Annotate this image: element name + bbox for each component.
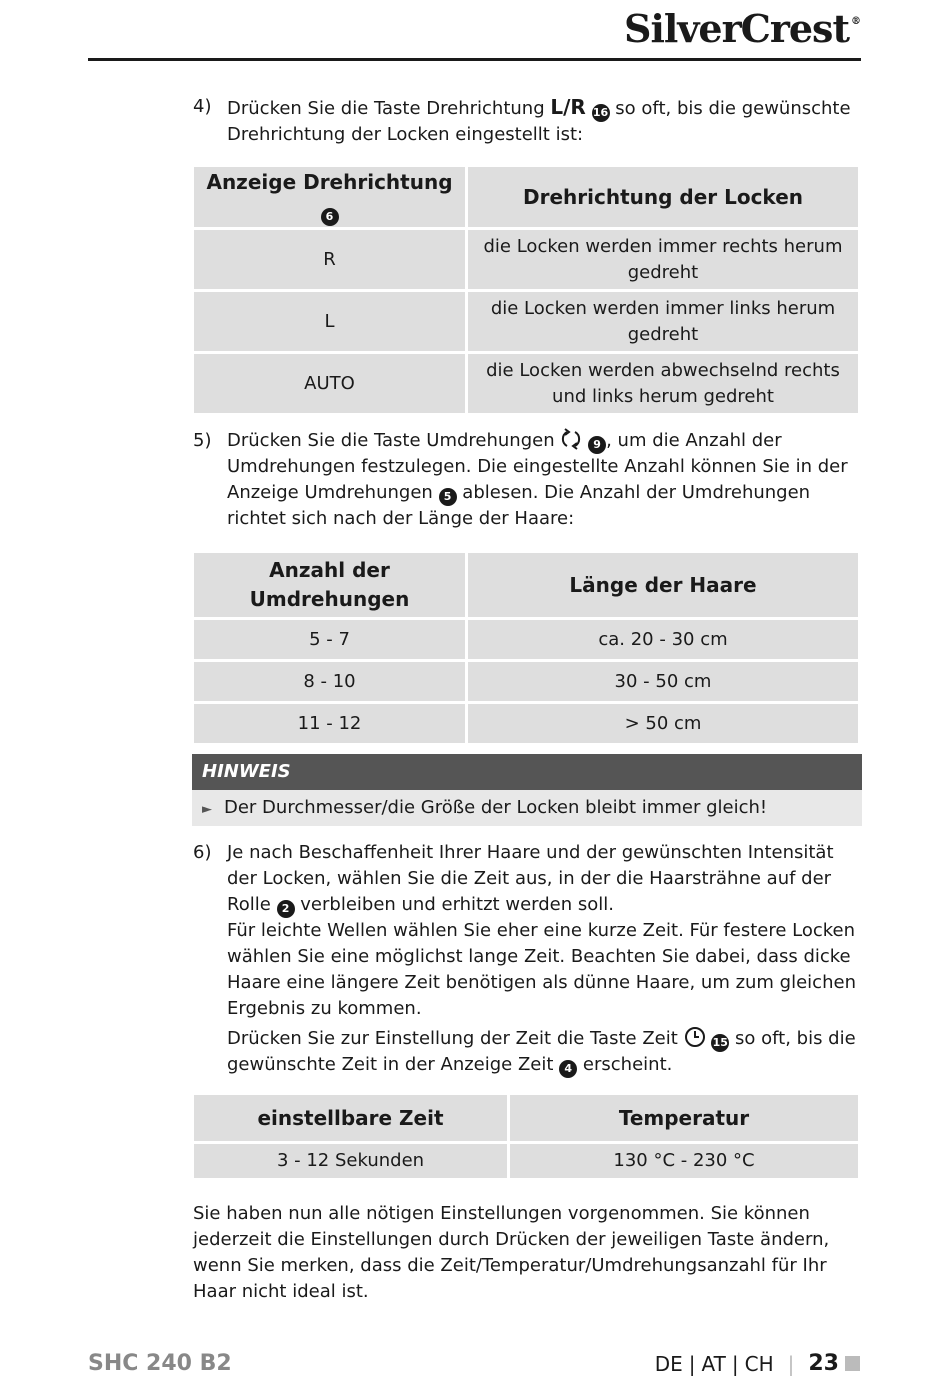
step-6-text: Drücken Sie zur Einstellung der Zeit die Taste Zeit — [227, 1028, 678, 1049]
step-5 — [193, 428, 861, 532]
table-cell: die Locken werden immer rechts herum gedreht — [468, 230, 858, 289]
ref-number-icon: 2 — [277, 900, 295, 918]
registered-mark: ® — [851, 16, 860, 27]
page-marker — [845, 1356, 860, 1371]
step-6-text: so oft, bis die gewünschte Zeit in der Anzeige Zeit — [227, 1028, 856, 1075]
table-cell: 130 °C - 230 °C — [510, 1144, 858, 1178]
ref-number-icon: 9 — [588, 436, 606, 454]
step-4-text — [227, 94, 861, 148]
table-row — [194, 1144, 858, 1178]
table-row — [194, 704, 858, 743]
step-6-paragraph-1 — [227, 840, 861, 918]
locale-at: AT — [701, 1351, 726, 1376]
ref-number-icon: 5 — [439, 488, 457, 506]
page-number: 23 — [808, 1351, 839, 1376]
hint-box — [192, 754, 862, 826]
clock-icon — [684, 1026, 706, 1048]
bullet-arrow-icon: ► — [202, 802, 212, 817]
step-4 — [193, 94, 861, 148]
step-5-mid: , um die Anzahl der Umdrehungen festzulegen. Die eingestellte Anzahl können Sie in der Anzeige Umdrehungen — [227, 430, 848, 503]
table-row — [194, 620, 858, 659]
footer-locale-page — [655, 1351, 860, 1376]
separator: | — [731, 1351, 739, 1376]
table-cell: die Locken werden abwechselnd rechts und links herum gedreht — [468, 354, 858, 413]
table-cell: R — [194, 230, 465, 289]
brand-logo — [624, 6, 860, 51]
step-5-post: ablesen. Die Anzahl der Umdrehungen richtet sich nach der Länge der Haare: — [227, 482, 811, 529]
ref-number-icon: 4 — [559, 1060, 577, 1078]
rotations-table — [191, 550, 861, 746]
hint-title: HINWEIS — [192, 754, 862, 790]
step-number: 6) — [193, 842, 212, 863]
table-row — [194, 662, 858, 701]
table-header-cell: Anzahl der Umdrehungen — [194, 553, 465, 617]
table-cell: 8 - 10 — [194, 662, 465, 701]
table-header-row — [194, 167, 858, 227]
step-6-paragraph-2: Für leichte Wellen wählen Sie eher eine kurze Zeit. Für festere Locken wählen Sie eine möglichst lange Zeit. Beachten Sie dabei, dass dicke Haare eine längere Zeit benötigen als dünne Haare, um zum gleichen Ergebnis zu kommen. — [227, 920, 856, 1019]
table-cell: AUTO — [194, 354, 465, 413]
table-header-cell: einstellbare Zeit — [194, 1095, 507, 1141]
step-5-pre: Drücken Sie die Taste Umdrehungen — [227, 430, 555, 451]
table-cell: 11 - 12 — [194, 704, 465, 743]
table-header-cell — [194, 167, 465, 227]
table-cell: > 50 cm — [468, 704, 858, 743]
step-6-text: erscheint. — [582, 1054, 673, 1075]
page-content — [193, 94, 861, 1305]
table-header-cell: Drehrichtung der Locken — [468, 167, 858, 227]
table-cell: 3 - 12 Sekunden — [194, 1144, 507, 1178]
separator: | — [688, 1351, 696, 1376]
step-4-pre: Drücken Sie die Taste Drehrichtung — [227, 98, 545, 119]
locale-ch: CH — [744, 1351, 774, 1376]
lr-key-label: L/R — [550, 95, 586, 119]
table-cell: die Locken werden immer links herum gedreht — [468, 292, 858, 351]
step-number: 4) — [193, 96, 212, 117]
table-cell: L — [194, 292, 465, 351]
step-6-text: verbleiben und erhitzt werden soll. — [300, 894, 614, 915]
step-6-text: Je nach Beschaffenheit Ihrer Haare und der gewünschten Intensität der Locken, wählen Sie die Zeit aus, in der die Haarsträhne auf der Rolle — [227, 842, 834, 915]
table-cell: 30 - 50 cm — [468, 662, 858, 701]
time-temperature-table — [191, 1092, 861, 1181]
ref-number-icon: 16 — [592, 104, 610, 122]
brand-name: SilverCrest — [624, 6, 849, 51]
ref-number-icon: 6 — [321, 208, 339, 226]
locale-de: DE — [654, 1351, 683, 1376]
header-text: Anzeige Drehrichtung — [206, 170, 453, 194]
table-row — [194, 354, 858, 413]
ref-number-icon: 15 — [711, 1034, 729, 1052]
table-header-row — [194, 553, 858, 617]
table-cell: ca. 20 - 30 cm — [468, 620, 858, 659]
hint-body — [192, 790, 862, 826]
closing-paragraph: Sie haben nun alle nötigen Einstellungen vorgenommen. Sie können jederzeit die Einstellungen durch Drücken der jeweiligen Taste ändern, wenn Sie merken, dass die Zeit/Temperatur/Umdrehungsanzahl für Ihr Haar nicht ideal ist. — [193, 1203, 830, 1302]
table-header-cell: Länge der Haare — [468, 553, 858, 617]
table-header-row — [194, 1095, 858, 1141]
model-number: SHC 240 B2 — [88, 1351, 232, 1376]
separator: | — [787, 1351, 795, 1376]
step-5-text — [227, 428, 861, 532]
table-header-cell: Temperatur — [510, 1095, 858, 1141]
rotation-icon — [560, 428, 582, 450]
step-6-paragraph-3 — [227, 1026, 861, 1078]
table-row — [194, 292, 858, 351]
header-rule — [88, 58, 861, 61]
table-cell: 5 - 7 — [194, 620, 465, 659]
step-4-post: so oft, bis die gewünschte Drehrichtung der Locken eingestellt ist: — [227, 98, 851, 145]
table-row — [194, 230, 858, 289]
direction-table — [191, 164, 861, 416]
step-6 — [193, 840, 861, 1078]
step-number: 5) — [193, 430, 212, 451]
hint-text: Der Durchmesser/die Größe der Locken bleibt immer gleich! — [224, 797, 768, 818]
